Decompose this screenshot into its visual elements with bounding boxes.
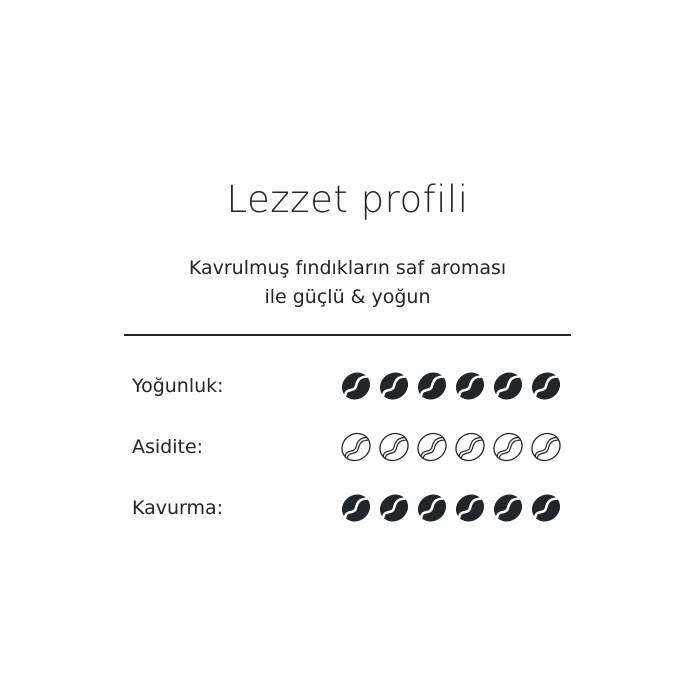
bean-rating	[340, 370, 562, 402]
subtitle-line-2: ile güçlü & yoğun	[264, 286, 431, 308]
rating-label: Kavurma:	[132, 497, 224, 519]
coffee-bean-filled-icon	[492, 492, 524, 524]
coffee-bean-filled-icon	[492, 370, 524, 402]
subtitle	[0, 254, 695, 312]
coffee-bean-outline-icon	[530, 431, 562, 463]
coffee-bean-filled-icon	[416, 492, 448, 524]
rating-row-asidite	[132, 429, 572, 465]
coffee-bean-filled-icon	[530, 492, 562, 524]
coffee-bean-outline-icon	[454, 431, 486, 463]
coffee-bean-outline-icon	[340, 431, 372, 463]
coffee-bean-filled-icon	[340, 492, 372, 524]
coffee-bean-filled-icon	[416, 370, 448, 402]
page-title: Lezzet profili	[226, 178, 469, 221]
coffee-bean-filled-icon	[378, 492, 410, 524]
coffee-bean-filled-icon	[530, 370, 562, 402]
rating-row-yogunluk	[132, 368, 572, 404]
bean-rating	[340, 431, 562, 463]
rating-row-kavurma	[132, 490, 572, 526]
coffee-bean-outline-icon	[378, 431, 410, 463]
coffee-bean-filled-icon	[454, 492, 486, 524]
coffee-bean-outline-icon	[416, 431, 448, 463]
coffee-bean-filled-icon	[454, 370, 486, 402]
subtitle-line-1: Kavrulmuş fındıkların saf aroması	[188, 257, 507, 279]
bean-rating	[340, 492, 562, 524]
rating-label: Yoğunluk:	[132, 375, 224, 397]
coffee-bean-filled-icon	[378, 370, 410, 402]
divider	[124, 334, 571, 336]
coffee-bean-filled-icon	[340, 370, 372, 402]
coffee-bean-outline-icon	[492, 431, 524, 463]
rating-label: Asidite:	[132, 436, 204, 458]
